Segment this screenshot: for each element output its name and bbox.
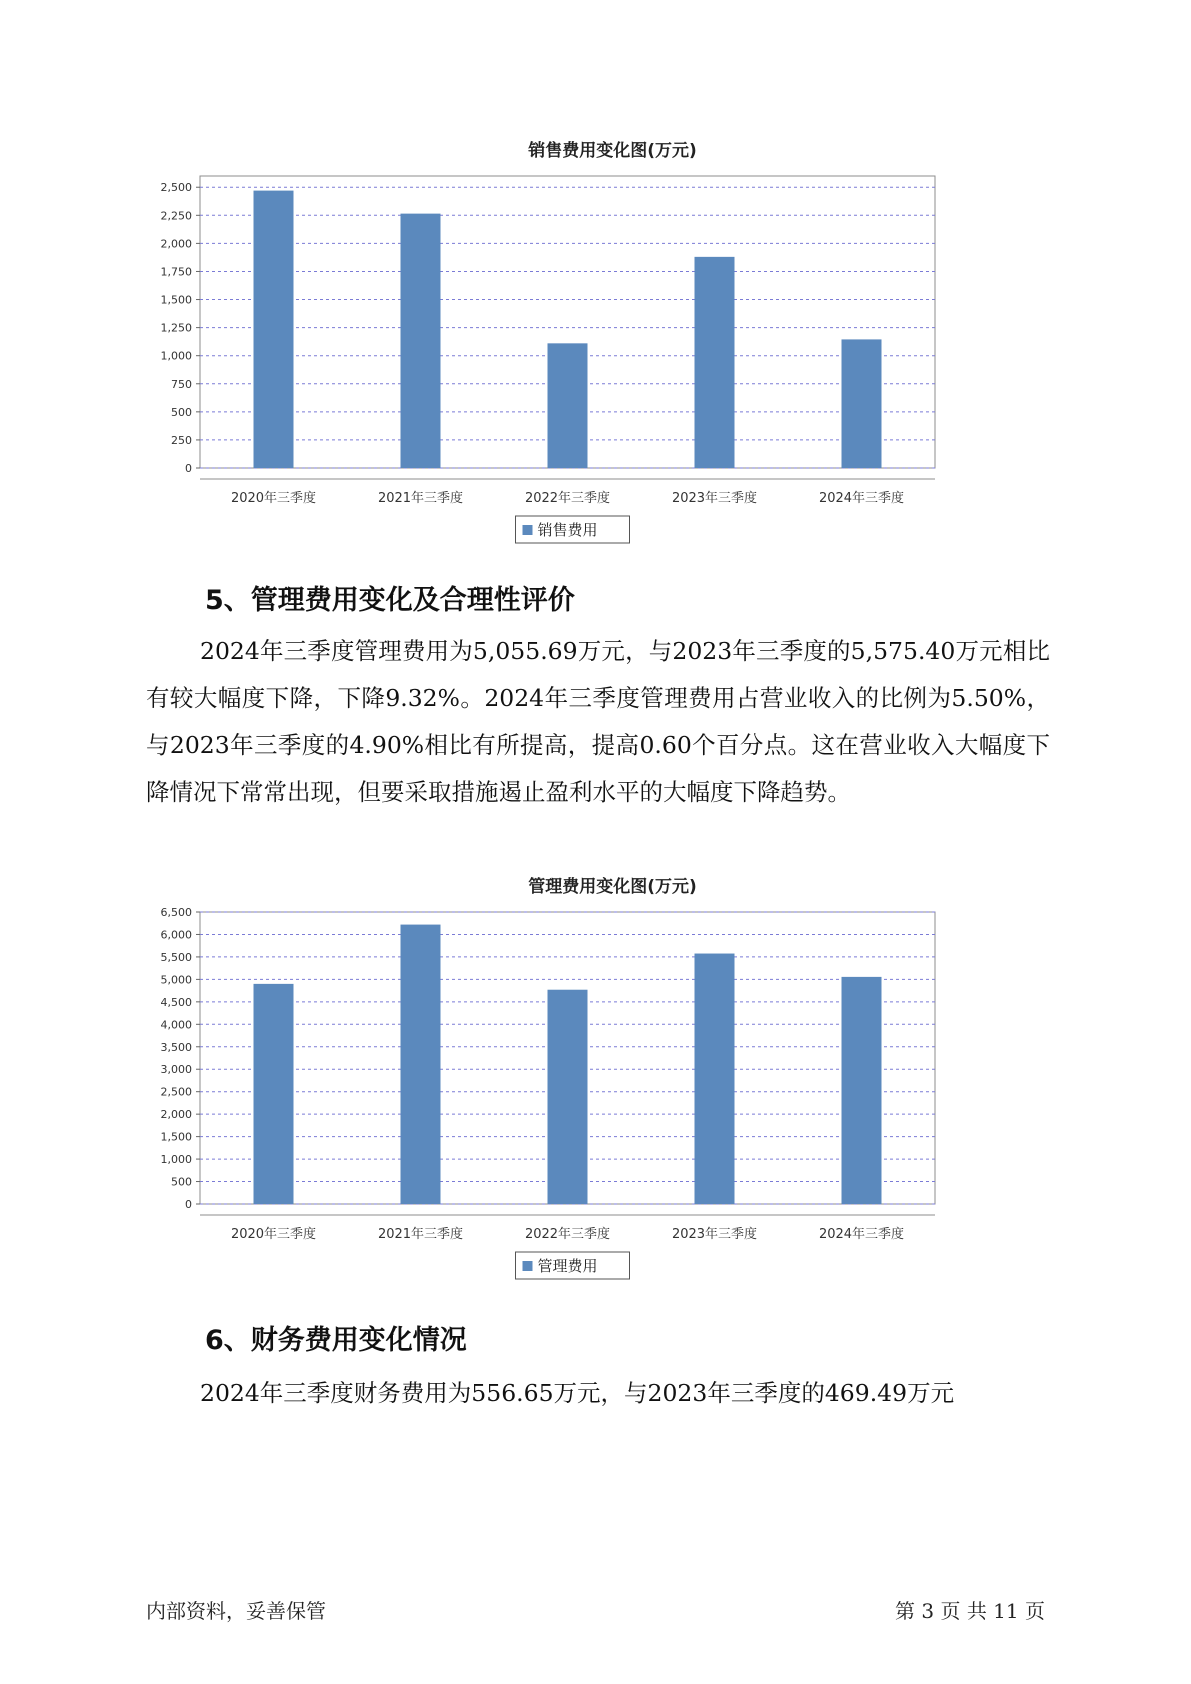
y-tick-label: 1,000 xyxy=(160,349,192,363)
section-5-paragraph: 2024年三季度管理费用为5,055.69万元，与2023年三季度的5,575.40万元相比有较大幅度下降，下降9.32%。2024年三季度管理费用占营业收入的比例为5.50%，与2023年三季度的4.90%相比有所提高，提高0.60个百分点。这在营业收入大幅度下降情况下常常出现，但要采取措施遏止盈利水平的大幅度下降趋势。 xyxy=(146,637,1050,806)
section-5-heading: 5、管理费用变化及合理性评价 xyxy=(205,585,575,616)
x-tick-label: 2023年三季度 xyxy=(671,1227,758,1242)
y-tick-label: 5,500 xyxy=(160,950,192,964)
x-tick-label: 2022年三季度 xyxy=(524,1227,611,1242)
y-tick-label: 1,500 xyxy=(160,1130,192,1144)
y-tick-label: 2,000 xyxy=(160,237,192,251)
bar-2 xyxy=(401,214,441,468)
y-tick-label: 1,250 xyxy=(160,321,192,335)
bar-5 xyxy=(842,977,882,1204)
y-tick-label: 500 xyxy=(171,405,192,419)
sales-expense-chart-svg xyxy=(150,132,1030,552)
x-tick-label: 2020年三季度 xyxy=(230,491,317,506)
chart-title: 销售费用变化图(万元) xyxy=(528,141,697,161)
bar-5 xyxy=(842,339,882,468)
bar-2 xyxy=(401,925,441,1204)
y-tick-label: 2,250 xyxy=(160,209,192,223)
sales-expense-chart xyxy=(150,132,1030,552)
section-6-paragraph: 2024年三季度财务费用为556.65万元，与2023年三季度的469.49万元 xyxy=(200,1379,955,1407)
y-tick-label: 4,000 xyxy=(160,1018,192,1032)
chart-title: 管理费用变化图(万元) xyxy=(528,877,697,897)
y-tick-label: 0 xyxy=(185,462,192,475)
legend-swatch xyxy=(523,1261,533,1271)
x-tick-label: 2021年三季度 xyxy=(377,491,464,506)
y-tick-label: 3,500 xyxy=(160,1040,192,1054)
y-tick-label: 5,000 xyxy=(160,973,192,987)
x-tick-label: 2024年三季度 xyxy=(818,1227,905,1242)
y-tick-label: 2,500 xyxy=(160,181,192,195)
bar-1 xyxy=(254,984,294,1204)
y-tick-label: 1,500 xyxy=(160,293,192,307)
y-tick-label: 1,750 xyxy=(160,265,192,279)
y-tick-label: 750 xyxy=(171,377,192,391)
section-6-heading: 6、财务费用变化情况 xyxy=(205,1325,467,1356)
legend-swatch xyxy=(523,525,533,535)
footer-page-number: 第 3 页 共 11 页 xyxy=(895,1599,1045,1623)
y-tick-label: 500 xyxy=(171,1175,192,1189)
y-tick-label: 2,500 xyxy=(160,1085,192,1099)
y-tick-label: 6,000 xyxy=(160,928,192,942)
bar-1 xyxy=(254,191,294,468)
x-tick-label: 2021年三季度 xyxy=(377,1227,464,1242)
y-tick-label: 250 xyxy=(171,433,192,447)
legend-label: 销售费用 xyxy=(537,521,598,539)
x-tick-label: 2020年三季度 xyxy=(230,1227,317,1242)
bar-3 xyxy=(548,343,588,468)
y-tick-label: 2,000 xyxy=(160,1108,192,1122)
y-tick-label: 0 xyxy=(185,1198,192,1211)
x-tick-label: 2022年三季度 xyxy=(524,491,611,506)
admin-expense-chart xyxy=(150,868,1030,1288)
bar-4 xyxy=(695,257,735,468)
y-tick-label: 4,500 xyxy=(160,995,192,1009)
bar-3 xyxy=(548,990,588,1204)
x-tick-label: 2024年三季度 xyxy=(818,491,905,506)
y-tick-label: 3,000 xyxy=(160,1063,192,1077)
footer-confidential: 内部资料，妥善保管 xyxy=(146,1599,326,1623)
y-tick-label: 6,500 xyxy=(160,906,192,919)
legend-label: 管理费用 xyxy=(537,1257,598,1275)
x-tick-label: 2023年三季度 xyxy=(671,491,758,506)
y-tick-label: 1,000 xyxy=(160,1153,192,1167)
bar-4 xyxy=(695,954,735,1204)
admin-expense-chart-svg xyxy=(150,868,1030,1288)
